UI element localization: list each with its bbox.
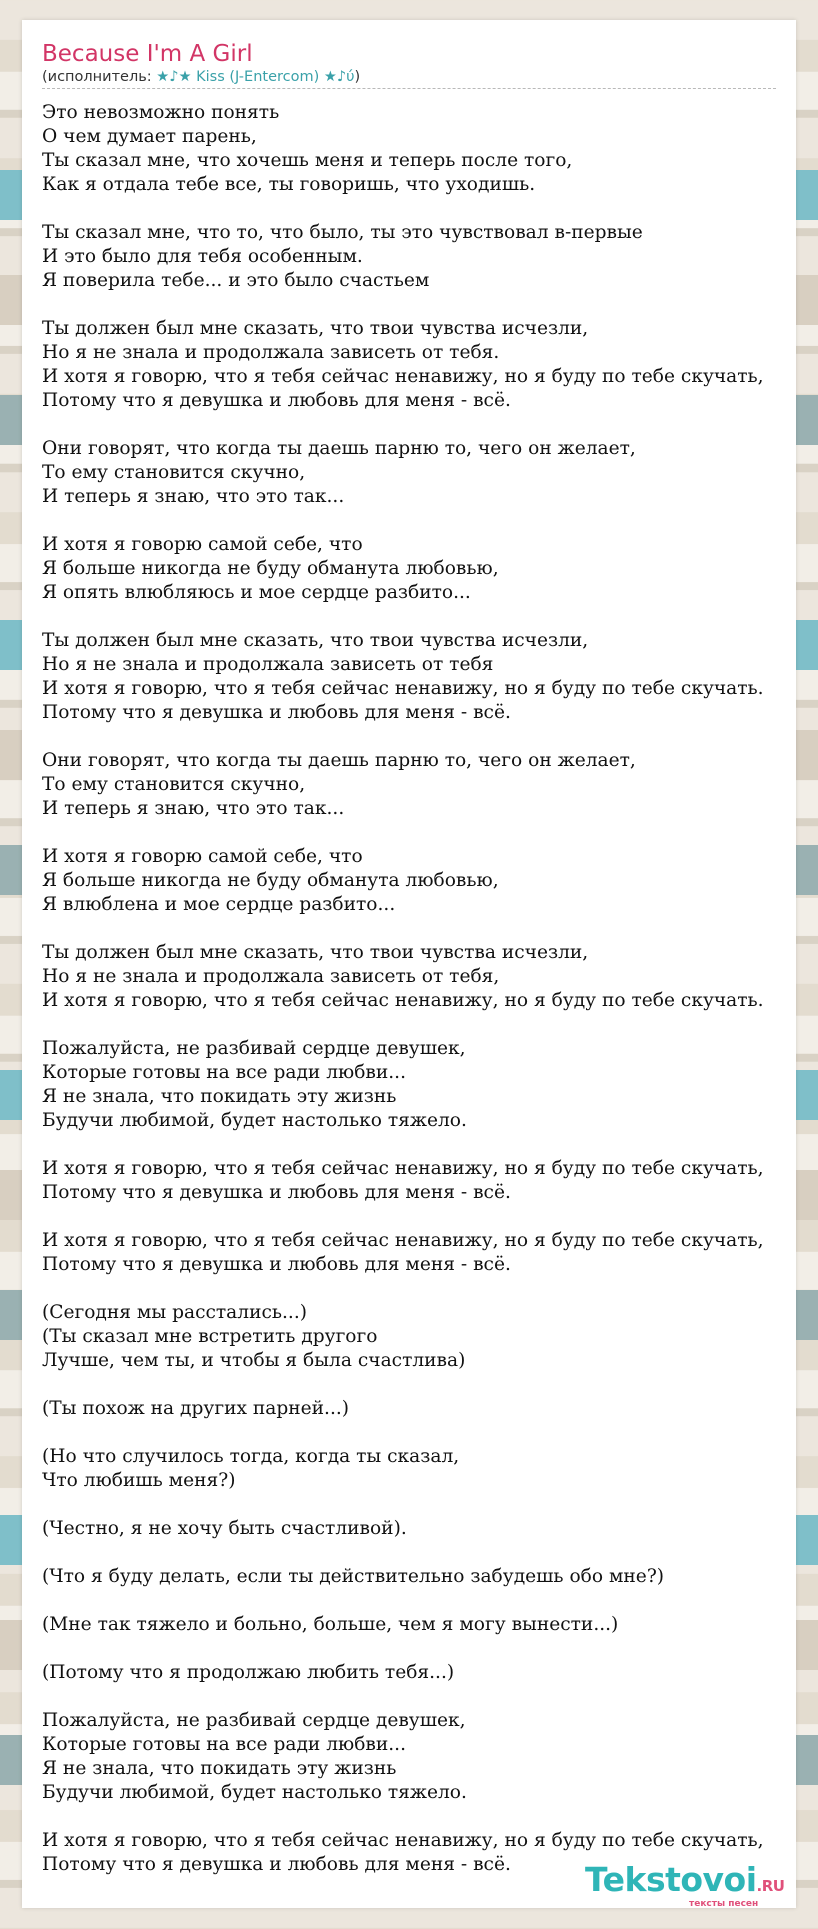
lyric-line: То ему становится скучно,: [42, 462, 306, 483]
lyric-line: Я влюблена и мое сердце разбито...: [42, 894, 396, 915]
logo-main-text: Tekstovoi: [585, 1860, 757, 1899]
stanza-break: [42, 725, 818, 749]
lyric-line: И хотя я говорю самой себе, что: [42, 534, 363, 555]
stanza-break: [42, 821, 818, 845]
artist-prefix: (исполнитель:: [42, 69, 157, 85]
stanza-break: [42, 293, 818, 317]
lyric-line: О чем думает парень,: [42, 126, 257, 147]
stanza-break: [42, 413, 818, 437]
stanza-break: [42, 197, 818, 221]
lyrics-card: [22, 20, 796, 1908]
artist-suffix: ): [354, 69, 361, 85]
lyric-line: Я больше никогда не буду обманута любовью,: [42, 870, 499, 891]
stanza-break: [42, 1637, 818, 1661]
lyric-line: Потому что я девушка и любовь для меня - всё.: [42, 1254, 511, 1275]
lyric-line: Потому что я девушка и любовь для меня - всё.: [42, 390, 511, 411]
stanza-break: [42, 917, 818, 941]
lyric-line: (Ты похож на других парней...): [42, 1398, 350, 1419]
lyric-line: Ты сказал мне, что хочешь меня и теперь после того,: [42, 150, 573, 171]
lyric-line: (Потому что я продолжаю любить тебя...): [42, 1662, 455, 1683]
lyric-line: И хотя я говорю, что я тебя сейчас ненавижу, но я буду по тебе скучать.: [42, 990, 764, 1011]
logo-tagline: тексты песен: [689, 1899, 759, 1909]
lyric-line: Которые готовы на все ради любви...: [42, 1062, 406, 1083]
artist-link[interactable]: ★♪★ Kiss (J-Entercom) ★♪ύ: [156, 69, 355, 85]
lyric-line: Но я не знала и продолжала зависеть от тебя,: [42, 966, 500, 987]
lyric-line: Я больше никогда не буду обманута любовью,: [42, 558, 499, 579]
lyric-line: Будучи любимой, будет настолько тяжело.: [42, 1782, 467, 1803]
lyric-line: Ты сказал мне, что то, что было, ты это чувствовал в-первые: [42, 222, 643, 243]
stanza-break: [42, 1493, 818, 1517]
lyric-line: Ты должен был мне сказать, что твои чувства исчезли,: [42, 630, 589, 651]
lyric-line: Они говорят, что когда ты даешь парню то, чего он желает,: [42, 438, 636, 459]
lyric-line: Ты должен был мне сказать, что твои чувства исчезли,: [42, 318, 589, 339]
lyric-line: И хотя я говорю, что я тебя сейчас ненавижу, но я буду по тебе скучать,: [42, 1158, 764, 1179]
lyric-line: Что любишь меня?): [42, 1470, 236, 1491]
lyric-line: (Но что случилось тогда, когда ты сказал,: [42, 1446, 460, 1467]
lyric-line: (Сегодня мы расстались...): [42, 1302, 307, 1323]
lyric-line: И хотя я говорю, что я тебя сейчас ненавижу, но я буду по тебе скучать.: [42, 678, 764, 699]
lyric-line: Лучше, чем ты, и чтобы я была счастлива): [42, 1350, 466, 1371]
lyric-line: Я опять влюбляюсь и мое сердце разбито...: [42, 582, 471, 603]
stanza-break: [42, 1421, 818, 1445]
page-title: Because I'm A Girl: [42, 41, 253, 67]
stanza-break: [42, 1805, 818, 1829]
song-header: [42, 40, 776, 89]
lyric-line: И хотя я говорю самой себе, что: [42, 846, 363, 867]
lyric-line: Потому что я девушка и любовь для меня - всё.: [42, 1182, 511, 1203]
stanza-break: [42, 1685, 818, 1709]
lyric-line: Ты должен был мне сказать, что твои чувства исчезли,: [42, 942, 589, 963]
stanza-break: [42, 1205, 818, 1229]
lyric-line: Которые готовы на все ради любви...: [42, 1734, 406, 1755]
artist-line: [42, 68, 776, 86]
lyric-line: И это было для тебя особенным.: [42, 246, 363, 267]
lyric-line: Я не знала, что покидать эту жизнь: [42, 1758, 397, 1779]
stanza-break: [42, 1373, 818, 1397]
lyric-line: Это невозможно понять: [42, 102, 280, 123]
lyric-line: И хотя я говорю, что я тебя сейчас ненавижу, но я буду по тебе скучать,: [42, 1230, 764, 1251]
lyric-line: Я не знала, что покидать эту жизнь: [42, 1086, 397, 1107]
lyric-line: Как я отдала тебе все, ты говоришь, что уходишь.: [42, 174, 536, 195]
lyric-line: И теперь я знаю, что это так...: [42, 486, 345, 507]
lyric-line: И хотя я говорю, что я тебя сейчас ненавижу, но я буду по тебе скучать,: [42, 366, 764, 387]
lyric-line: (Честно, я не хочу быть счастливой).: [42, 1518, 407, 1539]
stanza-break: [42, 1541, 818, 1565]
lyric-line: Я поверила тебе... и это было счастьем: [42, 270, 430, 291]
lyric-line: Пожалуйста, не разбивай сердце девушек,: [42, 1710, 466, 1731]
lyric-line: Будучи любимой, будет настолько тяжело.: [42, 1110, 467, 1131]
lyric-line: Но я не знала и продолжала зависеть от тебя: [42, 654, 494, 675]
lyric-line: Потому что я девушка и любовь для меня - всё.: [42, 1854, 511, 1875]
lyric-line: И теперь я знаю, что это так...: [42, 798, 345, 819]
stanza-break: [42, 605, 818, 629]
stanza-break: [42, 1013, 818, 1037]
lyric-line: Но я не знала и продолжала зависеть от тебя.: [42, 342, 500, 363]
lyric-line: (Мне так тяжело и больно, больше, чем я могу вынести...): [42, 1614, 619, 1635]
lyric-line: Они говорят, что когда ты даешь парню то, чего он желает,: [42, 750, 636, 771]
site-logo[interactable]: [585, 1860, 785, 1920]
lyric-line: То ему становится скучно,: [42, 774, 306, 795]
stanza-break: [42, 509, 818, 533]
lyric-line: Потому что я девушка и любовь для меня - всё.: [42, 702, 511, 723]
lyrics-text: [42, 101, 818, 1877]
stanza-break: [42, 1133, 818, 1157]
lyric-line: Пожалуйста, не разбивай сердце девушек,: [42, 1038, 466, 1059]
lyric-line: И хотя я говорю, что я тебя сейчас ненавижу, но я буду по тебе скучать,: [42, 1830, 764, 1851]
lyric-line: (Ты сказал мне встретить другого: [42, 1326, 378, 1347]
lyric-line: (Что я буду делать, если ты действительно забудешь обо мне?): [42, 1566, 665, 1587]
stanza-break: [42, 1277, 818, 1301]
logo-tld: .RU: [756, 1877, 785, 1895]
stanza-break: [42, 1589, 818, 1613]
